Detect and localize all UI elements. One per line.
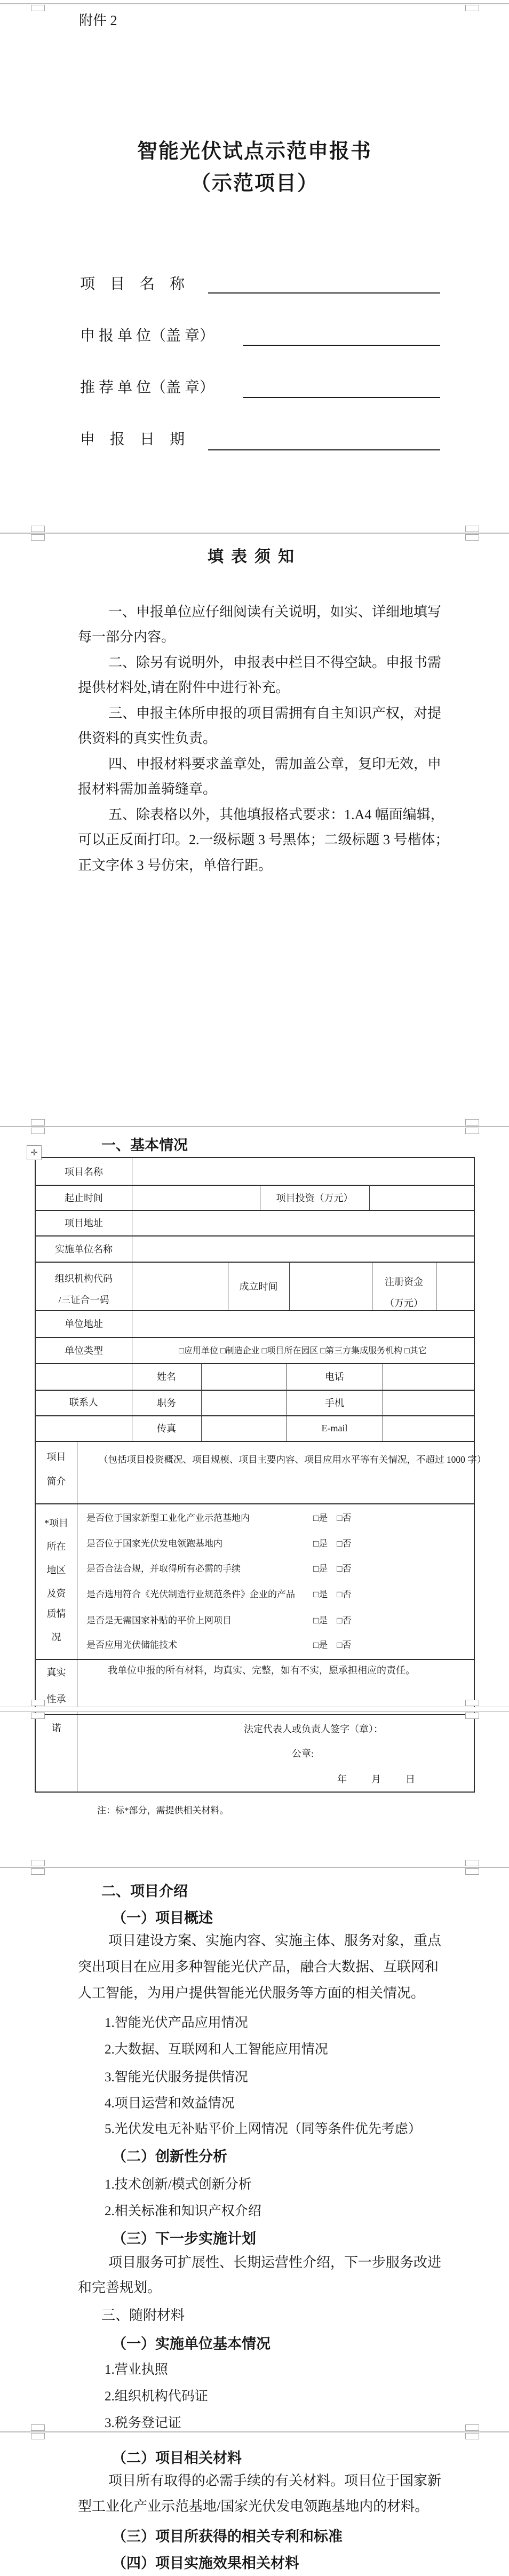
instructions-line: 可以正反面打印。2.一级标题 3 号黑体；二级标题 3 号楷体； [78, 832, 449, 847]
margin-mark [31, 2433, 45, 2439]
subsection-unit-basic-info: （一）实施单位基本情况 [112, 2336, 271, 2352]
margin-mark [465, 2424, 479, 2431]
input-cell-project-brief[interactable] [99, 1468, 467, 1500]
blank-recommend-unit[interactable] [243, 397, 440, 398]
table-footnote: 注：标*部分，需提供相关材料。 [97, 1805, 229, 1816]
subsection-project-materials: （二）项目相关材料 [112, 2450, 242, 2466]
basic-info-table [35, 1157, 487, 1793]
row-label-org-code-line2: /三证合一码 [58, 1295, 109, 1305]
subsection-next-step-plan: （三）下一步实施计划 [112, 2231, 256, 2247]
table-border [36, 1441, 474, 1442]
row-label-investment: 项目投资（万元） [276, 1192, 353, 1203]
official-seal-label: 公章: [292, 1748, 314, 1759]
table-border [289, 1262, 290, 1310]
subsection-innovation-analysis: （二）创新性分析 [112, 2149, 227, 2165]
margin-mark [31, 534, 45, 541]
row-label-commitment-line1: 真实 [46, 1667, 66, 1678]
contact-label-email: E-mail [321, 1422, 348, 1433]
instructions-line: 每一部分内容。 [78, 629, 176, 645]
row-label-unit-address: 单位地址 [65, 1319, 103, 1329]
section-heading-basic-info: 一、基本情况 [101, 1137, 188, 1153]
list-item: 2.大数据、互联网和人工智能应用情况 [105, 2042, 328, 2057]
input-cell-registered-capital[interactable] [437, 1263, 473, 1309]
paragraph-line: 项目所有取得的必需手续的有关材料。项目位于国家新 [108, 2473, 442, 2488]
page-boundary [0, 1867, 509, 1868]
question-text: 是否位于国家光伏发电领跑基地内 [86, 1539, 222, 1549]
margin-mark [465, 5, 479, 11]
list-item: 5.光伏发电无补贴平价上网情况（同等条件优先考虑） [105, 2122, 421, 2136]
margin-mark [465, 1713, 479, 1719]
question-text: 是否是无需国家补贴的平价上网项目 [86, 1615, 232, 1626]
contact-label-position: 职务 [157, 1398, 176, 1408]
input-cell-contact-mobile[interactable] [384, 1391, 473, 1414]
list-item: 2.相关标准和知识产权介绍 [105, 2204, 261, 2218]
row-label-unit-type: 单位类型 [65, 1345, 103, 1356]
input-cell-contact-name[interactable] [202, 1364, 285, 1389]
margin-mark [31, 1868, 45, 1875]
table-border [36, 1714, 474, 1715]
margin-mark [31, 1713, 45, 1719]
row-label-duration: 起止时间 [65, 1192, 103, 1203]
list-item: 1.智能光伏产品应用情况 [105, 2016, 248, 2030]
subsection-patents-standards: （三）项目所获得的相关专利和标准 [112, 2529, 343, 2545]
table-border [36, 1659, 474, 1660]
list-item: 3.智能光伏服务提供情况 [105, 2070, 248, 2084]
row-label-registered-capital-line1: 注册资金 [385, 1277, 423, 1287]
question-text: 是否选用符合《光伏制造行业规范条件》企业的产品 [86, 1589, 295, 1599]
input-cell-contact-fax[interactable] [202, 1416, 285, 1440]
input-cell-contact-position[interactable] [202, 1391, 285, 1414]
margin-mark [31, 1119, 45, 1125]
margin-mark [465, 1119, 479, 1125]
row-label-contact-person: 联系人 [69, 1397, 98, 1408]
row-label-qualification-line1: *项目 [44, 1518, 68, 1528]
margin-mark [465, 534, 479, 541]
contact-label-fax: 传真 [157, 1423, 176, 1434]
instructions-line: 五、除表格以外，其他填报格式要求：1.A4 幅面编辑， [108, 807, 444, 822]
page-boundary [0, 2431, 509, 2432]
section-heading-project-intro: 二、项目介绍 [101, 1883, 188, 1899]
instructions-line: 四、申报材料要求盖章处，需加盖公章，复印无效，申 [108, 756, 442, 772]
instructions-line: 报材料需加盖骑缝章。 [78, 781, 217, 797]
row-label-commitment-line3: 诺 [51, 1723, 61, 1733]
margin-mark [31, 526, 45, 532]
list-item: 4.项目运营和效益情况 [105, 2096, 235, 2111]
row-label-project-brief-line1: 项目 [46, 1452, 66, 1462]
list-item: 1.营业执照 [105, 2363, 168, 2377]
row-label-founded-time: 成立时间 [239, 1281, 278, 1292]
input-cell-duration[interactable] [133, 1186, 259, 1209]
table-border [201, 1363, 202, 1441]
instructions-line: 三、申报主体所申报的项目需拥有自主知识产权，对提 [108, 706, 442, 721]
commitment-statement: 我单位申报的所有材料，均真实、完整，如有不实，愿承担相应的责任。 [108, 1665, 415, 1676]
row-label-project-address: 项目地址 [65, 1218, 103, 1228]
question-text: 是否位于国家新型工业化产业示范基地内 [86, 1513, 250, 1523]
list-item: 2.组织机构代码证 [105, 2389, 208, 2404]
subsection-project-overview: （一）项目概述 [112, 1910, 213, 1926]
field-label-apply-date: 申 报 日 期 [80, 431, 185, 448]
doc-title-line1: 智能光伏试点示范申报书 [137, 140, 372, 163]
row-label-commitment-line2: 性承 [46, 1694, 66, 1705]
table-border [369, 1185, 370, 1210]
row-label-qualification-line4: 及资 [46, 1588, 66, 1599]
question-yes-no-checkboxes[interactable]: □是 □否 [313, 1539, 352, 1549]
margin-mark [465, 526, 479, 532]
paragraph-line: 突出项目在应用多种智能光伏产品，融合大数据、互联网和 [78, 1959, 439, 1975]
input-cell-org-code[interactable] [133, 1263, 227, 1309]
input-cell-implement-unit[interactable] [133, 1237, 473, 1261]
row-label-qualification-line6: 况 [51, 1632, 61, 1643]
question-text: 是否应用光伏储能技术 [86, 1640, 177, 1650]
legal-representative-sign-label: 法定代表人或负责人签字（章）： [244, 1724, 383, 1734]
subsection-implementation-effect: （四）项目实施效果相关材料 [112, 2555, 299, 2571]
row-label-qualification-line5: 质情 [46, 1608, 66, 1619]
row-label-qualification-line3: 地区 [46, 1565, 66, 1575]
input-cell-contact-phone[interactable] [384, 1364, 473, 1389]
instructions-line: 正文字体 3 号仿宋，单倍行距。 [78, 858, 273, 873]
margin-mark [31, 5, 45, 11]
question-yes-no-checkboxes[interactable]: □是 □否 [313, 1564, 352, 1574]
margin-mark [31, 1700, 45, 1706]
page-boundary [0, 1707, 509, 1712]
question-yes-no-checkboxes[interactable]: □是 □否 [313, 1640, 352, 1650]
paragraph-line: 和完善规划。 [78, 2280, 162, 2295]
row-label-qualification-line2: 所在 [46, 1541, 66, 1552]
blank-project-name[interactable] [208, 292, 440, 294]
doc-title-line2: （示范项目） [190, 172, 319, 195]
margin-mark [31, 2424, 45, 2431]
row-label-project-brief-line2: 简介 [46, 1476, 66, 1487]
page-boundary [0, 1126, 509, 1127]
section-heading-attached-materials: 三、随附材料 [101, 2308, 185, 2323]
margin-mark [31, 1128, 45, 1134]
table-border [36, 1503, 474, 1504]
row-label-org-code-line1: 组织机构代码 [55, 1273, 113, 1284]
list-item: 3.税务登记证 [105, 2416, 181, 2430]
contact-label-phone: 电话 [325, 1372, 344, 1382]
field-label-applicant-unit: 申 报 单 位（盖 章） [80, 328, 215, 344]
margin-mark [31, 1860, 45, 1866]
row-label-project-name: 项目名称 [65, 1167, 103, 1177]
blank-applicant-unit[interactable] [243, 345, 440, 346]
paragraph-line: 项目服务可扩展性、长期运营性介绍，下一步服务改进 [108, 2255, 442, 2270]
field-label-recommend-unit: 推 荐 单 位（盖 章） [80, 379, 215, 396]
paragraph-line: 型工业化产业示范基地/国家光伏发电领跑基地内的材料。 [78, 2499, 429, 2514]
project-brief-hint: （包括项目投资概况、项目规模、项目主要内容、项目应用水平等有关情况，不超过 1000 字） [99, 1454, 487, 1465]
instructions-line: 提供材料处,请在附件中进行补充。 [78, 680, 290, 695]
input-cell-contact-email[interactable] [384, 1416, 473, 1440]
margin-mark [465, 1128, 479, 1134]
field-label-project-name: 项 目 名 称 [80, 276, 185, 292]
row-label-registered-capital-line2: （万元） [385, 1298, 423, 1309]
question-yes-no-checkboxes[interactable]: □是 □否 [313, 1589, 352, 1599]
blank-apply-date[interactable] [208, 449, 440, 450]
date-ymd-label: 年 月 日 [337, 1774, 423, 1785]
margin-mark [465, 2433, 479, 2439]
paragraph-line: 人工智能，为用户提供智能光伏服务等方面的相关情况。 [78, 1985, 425, 2001]
input-cell-project-name[interactable] [133, 1159, 473, 1184]
margin-mark [465, 1700, 479, 1706]
list-item: 1.技术创新/模式创新分析 [105, 2177, 252, 2192]
question-yes-no-checkboxes[interactable]: □是 □否 [313, 1513, 352, 1523]
input-cell-project-address[interactable] [133, 1211, 473, 1234]
instructions-heading: 填表须知 [208, 548, 301, 566]
contact-label-mobile: 手机 [325, 1398, 344, 1408]
margin-mark [465, 1860, 479, 1866]
page-boundary [0, 533, 509, 534]
instructions-line: 供资料的真实性负责。 [78, 731, 217, 746]
contact-label-name: 姓名 [157, 1372, 176, 1382]
input-cell-founded-time[interactable] [290, 1263, 371, 1309]
attachment-label: 附件 2 [79, 13, 117, 28]
page-boundary [0, 3, 509, 4]
input-cell-unit-address[interactable] [133, 1311, 473, 1336]
move-cross-icon: ✛ [30, 1148, 38, 1158]
row-label-implement-unit: 实施单位名称 [55, 1243, 113, 1255]
table-move-handle[interactable] [27, 1145, 42, 1160]
instructions-line: 二、除另有说明外，申报表中栏目不得空缺。申报书需 [108, 655, 442, 670]
unit-type-checkbox-options[interactable]: □应用单位 □制造企业 □项目所在园区 □第三方集成服务机构 □其它 [179, 1346, 427, 1356]
paragraph-line: 项目建设方案、实施内容、实施主体、服务对象，重点 [108, 1933, 442, 1948]
input-cell-investment[interactable] [370, 1186, 473, 1209]
question-text: 是否合法合规，并取得所有必需的手续 [86, 1564, 241, 1574]
instructions-line: 一、申报单位应仔细阅读有关说明，如实、详细地填写 [108, 604, 442, 620]
margin-mark [465, 1868, 479, 1875]
question-yes-no-checkboxes[interactable]: □是 □否 [313, 1615, 352, 1626]
